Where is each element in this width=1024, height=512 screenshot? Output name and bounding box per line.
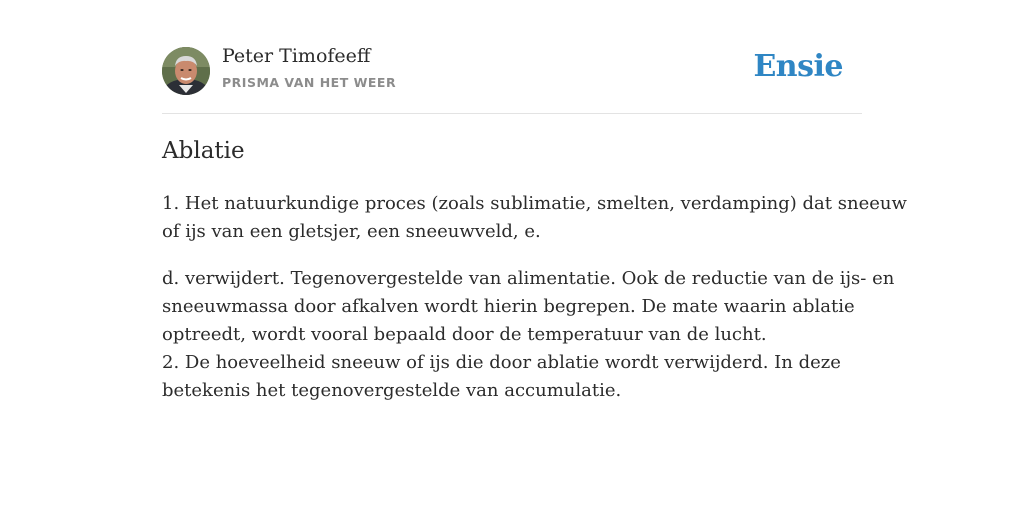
entry-card (162, 0, 907, 401)
entry-header (162, 0, 862, 114)
paragraph-line: of ijs van een gletsjer, een sneeuwveld, e. (162, 221, 541, 242)
paragraph-line: betekenis het tegenovergestelde van accumulatie. (162, 380, 622, 401)
paragraph-line: optreedt, wordt vooral bepaald door de temperatuur van de lucht. (162, 324, 767, 345)
avatar-portrait-icon (162, 47, 210, 95)
paragraph-line: 1. Het natuurkundige proces (zoals sublimatie, smelten, verdamping) dat sneeuw (162, 193, 907, 214)
paragraph-line: 2. De hoeveelheid sneeuw of ijs die door ablatie wordt verwijderd. In deze (162, 352, 841, 373)
entry-paragraph-2 (162, 265, 895, 405)
author-name[interactable]: Peter Timofeeff (222, 45, 371, 67)
paragraph-line: d. verwijdert. Tegenovergestelde van alimentatie. Ook de reductie van de ijs- en (162, 268, 895, 289)
entry-paragraph-1 (162, 190, 907, 246)
author-source[interactable]: PRISMA VAN HET WEER (222, 75, 397, 90)
paragraph-line: sneeuwmassa door afkalven wordt hierin begrepen. De mate waarin ablatie (162, 296, 855, 317)
brand-logo[interactable]: Ensie (753, 49, 843, 84)
entry-title: Ablatie (162, 138, 245, 164)
author-avatar[interactable] (162, 47, 210, 95)
